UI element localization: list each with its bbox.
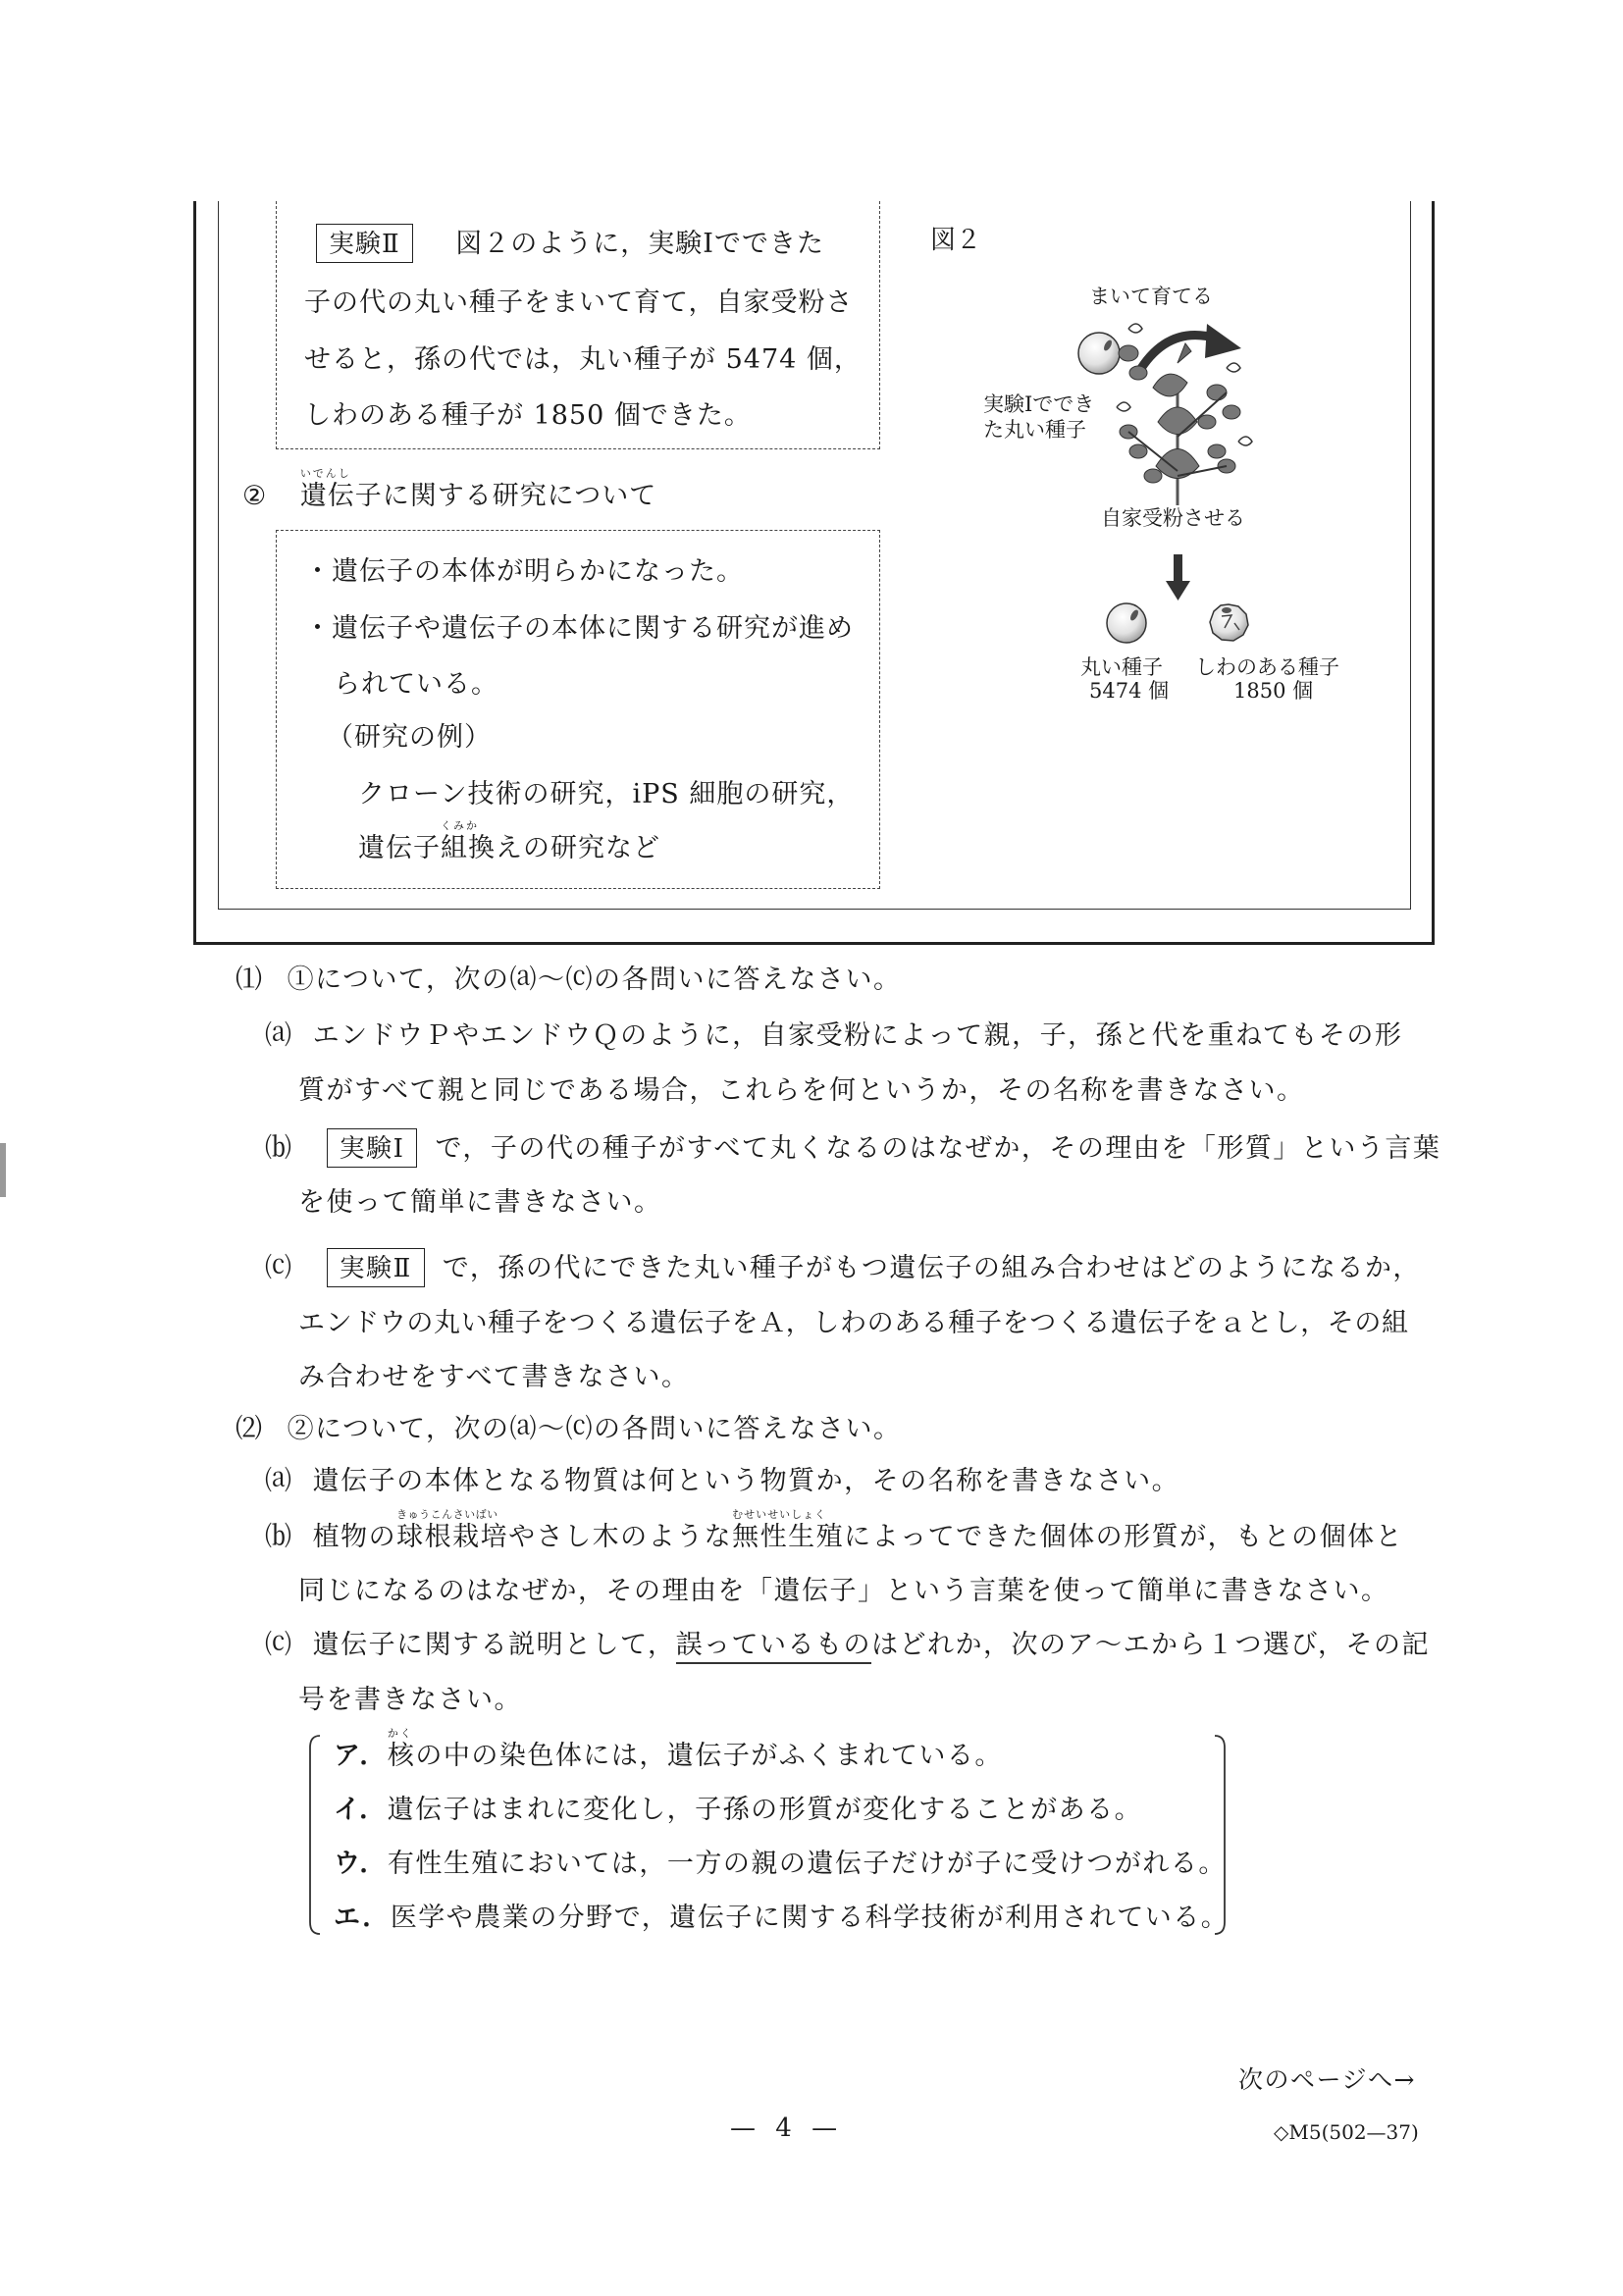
choice-text: 有性生殖においては，一方の親の遺伝子だけが子に受けつがれる。 — [387, 1849, 1227, 1879]
choice-text: の中の染色体には，遺伝子がふくまれている。 — [415, 1741, 1003, 1771]
q2a-line1 — [265, 1468, 1179, 1494]
figure2-title: 図２ — [930, 226, 982, 255]
bullet-2-cont: られている。 — [334, 669, 498, 700]
experiment1-label: 実験Ⅰ — [327, 1128, 418, 1168]
q1c-line3: み合わせをすべて書きなさい。 — [298, 1362, 690, 1392]
furigana: きゅうこんさいばい — [396, 1508, 498, 1521]
choice-i — [334, 1797, 1142, 1823]
choice-a — [334, 1727, 1003, 1771]
choice-mark: イ． — [334, 1795, 388, 1825]
example-line1: クローン技術の研究，iPS 細胞の研究， — [358, 779, 855, 809]
experiment2-line2: 子の代の丸い種子をまいて育て，自家受粉さ — [304, 287, 854, 318]
choice-mark: ウ． — [334, 1849, 388, 1879]
ruby-museiseishoku — [732, 1508, 845, 1552]
bullet-2: ・遺伝子や遺伝子の本体に関する研究が進め — [304, 613, 854, 644]
heading-text: に関する研究について — [382, 481, 657, 511]
ruby-base: 球根栽培 — [396, 1522, 509, 1552]
furigana: いでんし — [299, 467, 351, 480]
q1a-text: エンドウＰやエンドウＱのように，自家受粉によって親，子，孫と代を重ねてもその形 — [312, 1020, 1403, 1051]
experiment2-line4: しわのある種子が 1850 個できた。 — [304, 400, 752, 431]
q1-text: ①について，次の⒜〜⒞の各問いに答えなさい。 — [287, 965, 902, 995]
q1b-line1 — [265, 1128, 1440, 1168]
text: 植物の — [312, 1522, 397, 1552]
wrinkled-seed-count: 1850 個 — [1233, 679, 1314, 703]
q1-heading — [236, 966, 902, 993]
q2-number: ⑵ — [236, 1414, 264, 1444]
choice-mark: ア． — [334, 1741, 388, 1771]
experiment2-line3: せると，孫の代では，丸い種子が 5474 個， — [304, 344, 862, 375]
q2c-line2: 号を書きなさい。 — [298, 1685, 522, 1715]
ruby-base: 無性生殖 — [732, 1522, 845, 1552]
seed-label-line1: 実験Ⅰででき — [983, 392, 1095, 416]
text: やさし木のような — [508, 1522, 733, 1552]
choice-mark: エ． — [334, 1903, 391, 1933]
section2-heading — [242, 467, 657, 511]
choice-text: 遺伝子はまれに変化し，子孫の形質が変化することがある。 — [387, 1795, 1143, 1825]
pea-plant-icon — [1117, 324, 1252, 505]
q2a-label: ⒜ — [265, 1466, 293, 1496]
page-number: — 4 — — [730, 2113, 844, 2143]
text: はどれか，次のア〜エから１つ選び，その記 — [871, 1630, 1430, 1660]
text: えの研究など — [496, 833, 660, 863]
wrinkled-seed-label: しわのある種子 — [1195, 655, 1339, 679]
q2c-label: ⒞ — [265, 1630, 293, 1660]
q1b-text: で，子の代の種子がすべて丸くなるのはなぜか，その理由を「形質」という言葉 — [435, 1133, 1441, 1164]
example-line2 — [358, 819, 660, 863]
ruby-base: 遺伝子 — [299, 481, 383, 511]
round-seed-count: 5474 個 — [1089, 679, 1170, 703]
q2a-text: 遺伝子の本体となる物質は何という物質か，その名称を書きなさい。 — [312, 1466, 1180, 1496]
choice-e — [334, 1905, 1229, 1931]
text: によってできた個体の形質が，もとの個体と — [844, 1522, 1404, 1552]
furigana: かく — [387, 1727, 413, 1740]
q1a-line2: 質がすべて親と同じである場合，これらを何というか，その名称を書きなさい。 — [298, 1075, 1305, 1106]
choice-text: 医学や農業の分野で，遺伝子に関する科学技術が利用されている。 — [390, 1903, 1230, 1933]
text: 遺伝子 — [358, 833, 441, 863]
q1b-line2: を使って簡単に書きなさい。 — [298, 1187, 662, 1218]
down-arrow-icon — [1166, 554, 1190, 600]
q2b-line1 — [265, 1508, 1404, 1552]
example-heading: （研究の例） — [327, 722, 492, 753]
ruby-kaku — [387, 1727, 416, 1771]
curved-arrow-icon — [1138, 324, 1241, 373]
ruby-base: 核 — [387, 1741, 416, 1771]
margin-mark — [0, 1143, 6, 1197]
choice-u — [334, 1851, 1227, 1877]
ruby-idenshi — [299, 467, 383, 511]
middle-label: 自家受粉させる — [1101, 506, 1245, 530]
text: 遺伝子に関する説明として， — [312, 1630, 676, 1660]
q2b-label: ⒝ — [265, 1522, 293, 1552]
round-seed-icon — [1107, 603, 1146, 643]
q1a-label: ⒜ — [265, 1020, 293, 1051]
q1c-line2: エンドウの丸い種子をつくる遺伝子をＡ，しわのある種子をつくる遺伝子をａとし，その組 — [298, 1308, 1409, 1338]
ruby-kumika — [441, 819, 496, 863]
q2-text: ②について，次の⒜〜⒞の各問いに答えなさい。 — [287, 1414, 902, 1444]
q1c-line1 — [265, 1248, 1421, 1287]
q1c-label: ⒞ — [265, 1253, 293, 1283]
q1-number: ⑴ — [236, 965, 264, 995]
round-seed-icon — [1078, 333, 1120, 374]
q1c-text: で，孫の代にできた丸い種子がもつ遺伝子の組み合わせはどのようになるか， — [442, 1253, 1421, 1283]
round-seed-label: 丸い種子 — [1080, 655, 1163, 679]
experiment2-label: 実験Ⅱ — [327, 1248, 425, 1287]
wrinkled-seed-icon — [1210, 604, 1248, 641]
experiment2-text: 図２のように，実験Ⅰでできた — [455, 229, 824, 259]
seed-label-line2: た丸い種子 — [983, 418, 1086, 442]
experiment2-label: 実験Ⅱ — [316, 224, 413, 263]
furigana: むせいせいしょく — [732, 1508, 827, 1521]
experiment2-line1 — [316, 224, 824, 263]
next-page-link[interactable]: 次のページへ→ — [1238, 2065, 1416, 2094]
q2c-line1 — [265, 1632, 1430, 1658]
ruby-base: 組換 — [441, 833, 496, 863]
arrow-label-top: まいて育てる — [1089, 285, 1213, 308]
q1a-line1 — [265, 1022, 1402, 1049]
q2b-line2: 同じになるのはなぜか，その理由を「遺伝子」という言葉を使って簡単に書きなさい。 — [298, 1576, 1389, 1606]
furigana: くみか — [441, 819, 479, 832]
q2-heading — [236, 1416, 902, 1442]
q1b-label: ⒝ — [265, 1133, 293, 1164]
bullet-1: ・遺伝子の本体が明らかになった。 — [304, 556, 744, 587]
figure2-illustration — [1070, 294, 1364, 706]
section2-number: ② — [242, 481, 268, 511]
underlined-text: 誤っているもの — [676, 1630, 872, 1664]
ruby-kyukonsaibai — [396, 1508, 509, 1552]
document-code: ◇M5(502—37) — [1274, 2120, 1419, 2144]
